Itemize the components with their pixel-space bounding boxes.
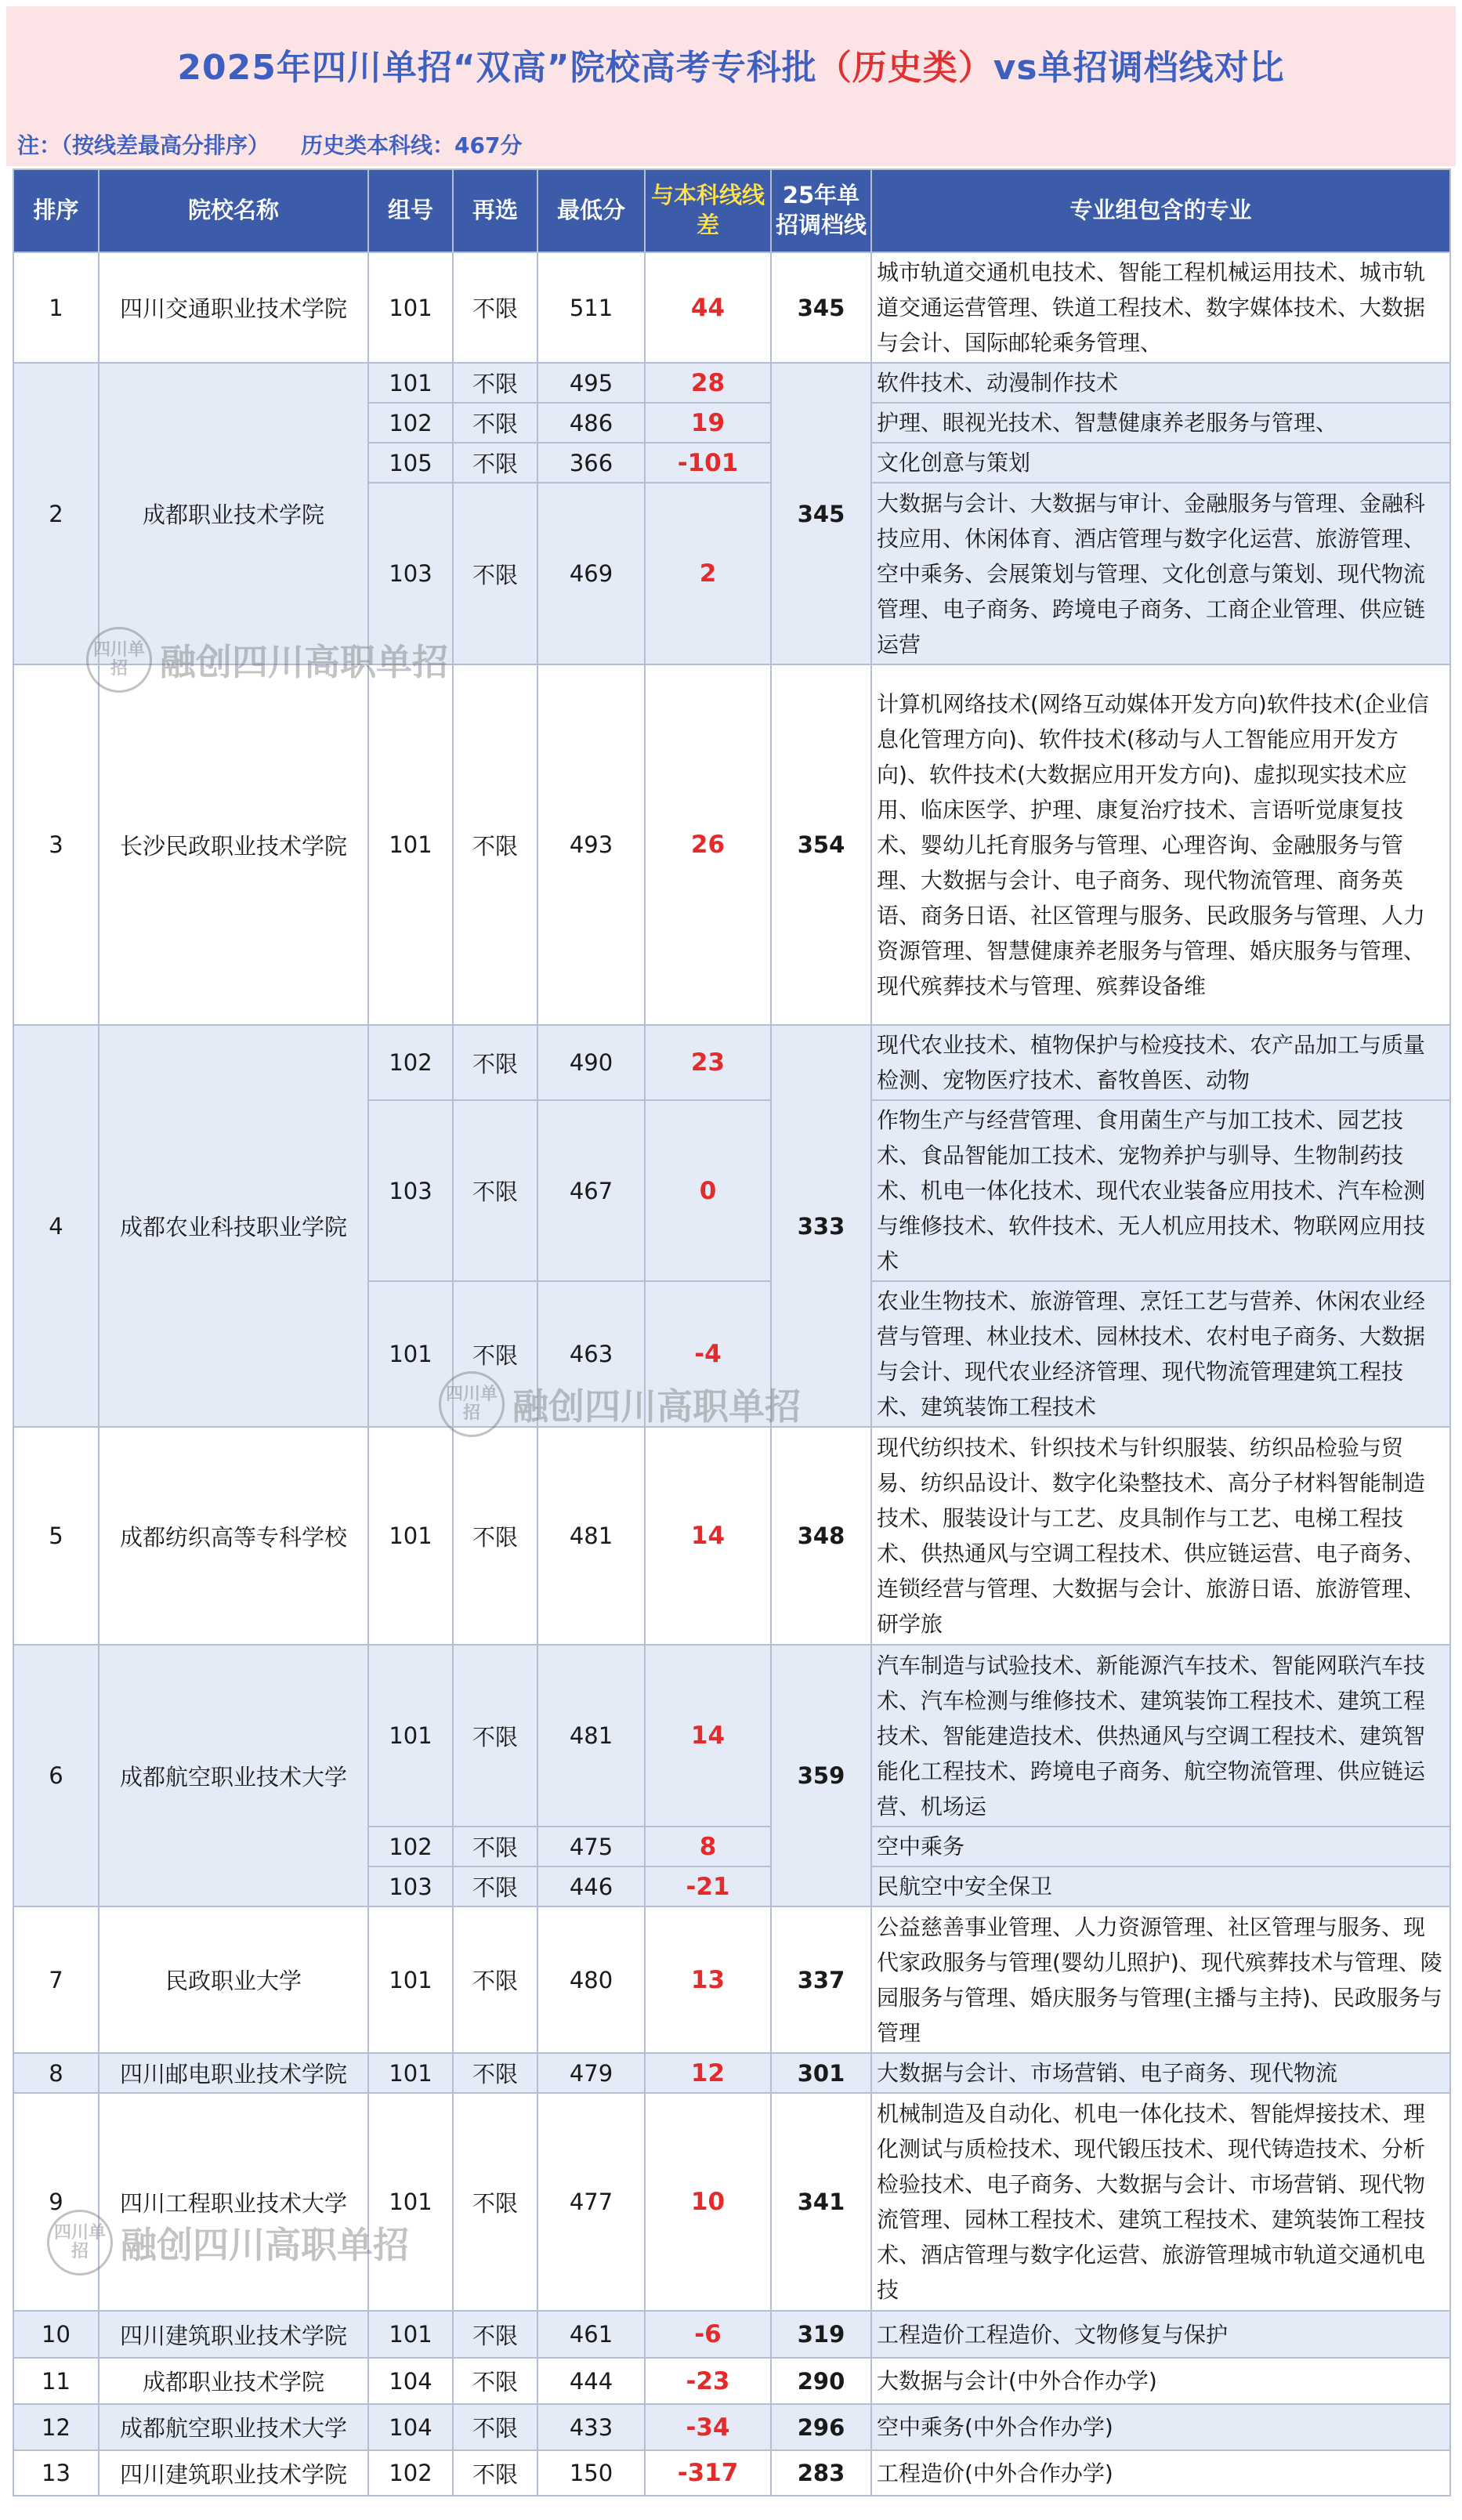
min-score-cell: 433	[537, 2404, 645, 2450]
diff-cell: 2	[645, 483, 771, 664]
note-bar	[6, 122, 1456, 166]
watermark-seal: 四川单招	[439, 1371, 505, 1437]
adjust-cell: 333	[771, 1025, 871, 1427]
reselect-cell: 不限	[453, 443, 537, 483]
min-score-cell: 150	[537, 2450, 645, 2496]
school-cell: 成都职业技术学院	[99, 2358, 368, 2404]
reselect-cell: 不限	[453, 1645, 537, 1827]
rank-cell: 7	[13, 1906, 99, 2053]
diff-cell: 26	[645, 664, 771, 1025]
reselect-cell: 不限	[453, 2450, 537, 2496]
group-cell: 101	[368, 1281, 453, 1427]
min-score-cell: 467	[537, 1100, 645, 1281]
header-min-score: 最低分	[537, 169, 645, 252]
group-cell: 101	[368, 1645, 453, 1827]
min-score-cell: 481	[537, 1427, 645, 1645]
adjust-cell: 345	[771, 252, 871, 363]
table-row	[13, 2093, 1450, 2311]
majors-cell: 机械制造及自动化、机电一体化技术、智能焊接技术、理化测试与质检技术、现代锻压技术、现代铸造技术、分析检验技术、电子商务、大数据与会计、市场营销、现代物流管理、园林工程技术、建筑工程技术、建筑装饰工程技术、酒店管理与数字化运营、旅游管理城市轨道交通机电技	[871, 2093, 1450, 2311]
watermark-seal: 四川单招	[86, 627, 152, 693]
diff-cell: 14	[645, 1427, 771, 1645]
min-score-cell: 461	[537, 2311, 645, 2358]
rank-cell: 10	[13, 2311, 99, 2358]
school-cell: 四川建筑职业技术学院	[99, 2311, 368, 2358]
adjust-cell: 290	[771, 2358, 871, 2404]
group-cell: 101	[368, 1906, 453, 2053]
majors-cell: 工程造价工程造价、文物修复与保护	[871, 2311, 1450, 2358]
group-cell: 102	[368, 2450, 453, 2496]
majors-cell: 空中乘务(中外合作办学)	[871, 2404, 1450, 2450]
title-category: （历史类）	[816, 48, 993, 88]
diff-cell: 13	[645, 1906, 771, 2053]
group-cell: 101	[368, 252, 453, 363]
diff-cell: 12	[645, 2053, 771, 2093]
title-main: 2025年四川单招“双高”院校高考专科批	[177, 48, 817, 88]
majors-cell: 工程造价(中外合作办学)	[871, 2450, 1450, 2496]
min-score-cell: 495	[537, 363, 645, 403]
min-score-cell: 475	[537, 1827, 645, 1866]
school-cell: 四川建筑职业技术学院	[99, 2450, 368, 2496]
diff-cell: 19	[645, 403, 771, 443]
sort-note: 注：（按线差最高分排序）	[17, 132, 270, 158]
group-cell: 102	[368, 1025, 453, 1100]
group-cell: 104	[368, 2358, 453, 2404]
rank-cell: 11	[13, 2358, 99, 2404]
title-banner	[6, 6, 1456, 122]
group-cell: 101	[368, 363, 453, 403]
rank-cell: 12	[13, 2404, 99, 2450]
adjust-cell: 337	[771, 1906, 871, 2053]
reselect-cell: 不限	[453, 2311, 537, 2358]
title-suffix: vs单招调档线对比	[993, 48, 1285, 88]
min-score-cell: 481	[537, 1645, 645, 1827]
school-cell: 成都航空职业技术大学	[99, 2404, 368, 2450]
diff-cell: -23	[645, 2358, 771, 2404]
majors-cell: 汽车制造与试验技术、新能源汽车技术、智能网联汽车技术、汽车检测与维修技术、建筑装饰工程技术、建筑工程技术、智能建造技术、供热通风与空调工程技术、建筑智能化工程技术、跨境电子商务、航空物流管理、供应链运营、机场运	[871, 1645, 1450, 1827]
min-score-cell: 366	[537, 443, 645, 483]
school-cell: 民政职业大学	[99, 1906, 368, 2053]
diff-cell: -21	[645, 1866, 771, 1906]
reselect-cell: 不限	[453, 1866, 537, 1906]
majors-cell: 现代纺织技术、针织技术与针织服装、纺织品检验与贸易、纺织品设计、数字化染整技术、高分子材料智能制造技术、服装设计与工艺、皮具制作与工艺、电梯工程技术、供热通风与空调工程技术、供应链运营、电子商务、连锁经营与管理、大数据与会计、旅游日语、旅游管理、研学旅	[871, 1427, 1450, 1645]
adjust-cell: 341	[771, 2093, 871, 2311]
majors-cell: 软件技术、动漫制作技术	[871, 363, 1450, 403]
reselect-cell: 不限	[453, 363, 537, 403]
reselect-cell: 不限	[453, 1281, 537, 1427]
reselect-cell: 不限	[453, 2053, 537, 2093]
majors-cell: 文化创意与策划	[871, 443, 1450, 483]
reselect-cell: 不限	[453, 2093, 537, 2311]
rank-cell: 9	[13, 2093, 99, 2311]
rank-cell: 1	[13, 252, 99, 363]
table-row	[13, 2358, 1450, 2404]
diff-cell: -6	[645, 2311, 771, 2358]
majors-cell: 空中乘务	[871, 1827, 1450, 1866]
table-row	[13, 2404, 1450, 2450]
table-row	[13, 664, 1450, 1025]
header-group: 组号	[368, 169, 453, 252]
rank-cell: 8	[13, 2053, 99, 2093]
watermark-text: 融创四川高职单招	[160, 641, 448, 683]
min-score-cell: 446	[537, 1866, 645, 1906]
min-score-cell: 490	[537, 1025, 645, 1100]
min-score-cell: 480	[537, 1906, 645, 2053]
reselect-cell: 不限	[453, 1100, 537, 1281]
diff-cell: 23	[645, 1025, 771, 1100]
diff-cell: -4	[645, 1281, 771, 1427]
adjust-cell: 319	[771, 2311, 871, 2358]
group-cell: 103	[368, 1866, 453, 1906]
table-row	[13, 1906, 1450, 2053]
adjust-cell: 301	[771, 2053, 871, 2093]
majors-cell: 大数据与会计、大数据与审计、金融服务与管理、金融科技应用、休闲体育、酒店管理与数字化运营、旅游管理、空中乘务、会展策划与管理、文化创意与策划、现代物流管理、电子商务、跨境电子商务、工商企业管理、供应链运营	[871, 483, 1450, 664]
group-cell: 102	[368, 403, 453, 443]
header-adjust: 25年单招调档线	[771, 169, 871, 252]
diff-cell: 10	[645, 2093, 771, 2311]
header-row	[13, 169, 1450, 252]
reselect-cell: 不限	[453, 1827, 537, 1866]
diff-cell: 44	[645, 252, 771, 363]
majors-cell: 现代农业技术、植物保护与检疫技术、农产品加工与质量检测、宠物医疗技术、畜牧兽医、动物	[871, 1025, 1450, 1100]
majors-cell: 民航空中安全保卫	[871, 1866, 1450, 1906]
group-cell: 101	[368, 2093, 453, 2311]
school-cell: 成都农业科技职业学院	[99, 1025, 368, 1427]
watermark-text: 融创四川高职单招	[512, 1385, 801, 1428]
min-score-cell: 469	[537, 483, 645, 664]
watermark-text: 融创四川高职单招	[121, 2224, 409, 2266]
min-score-cell: 486	[537, 403, 645, 443]
diff-cell: -101	[645, 443, 771, 483]
majors-cell: 作物生产与经营管理、食用菌生产与加工技术、园艺技术、食品智能加工技术、宠物养护与驯导、生物制药技术、机电一体化技术、现代农业装备应用技术、汽车检测与维修技术、软件技术、无人机应用技术、物联网应用技术	[871, 1100, 1450, 1281]
adjust-cell: 354	[771, 664, 871, 1025]
header-school: 院校名称	[99, 169, 368, 252]
reselect-cell: 不限	[453, 664, 537, 1025]
group-cell: 101	[368, 2311, 453, 2358]
rank-cell: 5	[13, 1427, 99, 1645]
table-row	[13, 252, 1450, 363]
header-diff: 与本科线线差	[645, 169, 771, 252]
group-cell: 101	[368, 1427, 453, 1645]
min-score-cell: 479	[537, 2053, 645, 2093]
table-row	[13, 2053, 1450, 2093]
group-cell: 105	[368, 443, 453, 483]
school-cell: 成都航空职业技术大学	[99, 1645, 368, 1906]
adjust-cell: 296	[771, 2404, 871, 2450]
diff-cell: 8	[645, 1827, 771, 1866]
rank-cell: 13	[13, 2450, 99, 2496]
majors-cell: 公益慈善事业管理、人力资源管理、社区管理与服务、现代家政服务与管理(婴幼儿照护)、现代殡葬技术与管理、陵园服务与管理、婚庆服务与管理(主播与主持)、民政服务与管理	[871, 1906, 1450, 2053]
reselect-cell: 不限	[453, 1427, 537, 1645]
diff-cell: 28	[645, 363, 771, 403]
adjust-cell: 345	[771, 363, 871, 664]
header-reselect: 再选	[453, 169, 537, 252]
reselect-cell: 不限	[453, 2404, 537, 2450]
adjust-cell: 348	[771, 1427, 871, 1645]
majors-cell: 大数据与会计(中外合作办学)	[871, 2358, 1450, 2404]
diff-cell: 14	[645, 1645, 771, 1827]
rank-cell: 3	[13, 664, 99, 1025]
table-row	[13, 1427, 1450, 1645]
header-majors: 专业组包含的专业	[871, 169, 1450, 252]
majors-cell: 护理、眼视光技术、智慧健康养老服务与管理、	[871, 403, 1450, 443]
school-cell: 成都职业技术学院	[99, 363, 368, 664]
majors-cell: 计算机网络技术(网络互动媒体开发方向)软件技术(企业信息化管理方向)、软件技术(移动与人工智能应用开发方向)、软件技术(大数据应用开发方向)、虚拟现实技术应用、临床医学、护理、康复治疗技术、言语听觉康复技术、婴幼儿托育服务与管理、心理咨询、金融服务与管理、大数据与会计、电子商务、现代物流管理、商务英语、商务日语、社区管理与服务、民政服务与管理、人力资源管理、智慧健康养老服务与管理、婚庆服务与管理、现代殡葬技术与管理、殡葬设备维	[871, 664, 1450, 1025]
min-score-cell: 477	[537, 2093, 645, 2311]
group-cell: 101	[368, 2053, 453, 2093]
min-score-cell: 444	[537, 2358, 645, 2404]
table-row	[13, 2311, 1450, 2358]
rank-cell: 6	[13, 1645, 99, 1906]
table-row	[13, 1645, 1450, 1827]
reselect-cell: 不限	[453, 1906, 537, 2053]
min-score-cell: 463	[537, 1281, 645, 1427]
header-rank: 排序	[13, 169, 99, 252]
majors-cell: 农业生物技术、旅游管理、烹饪工艺与营养、休闲农业经营与管理、林业技术、园林技术、农村电子商务、大数据与会计、现代农业经济管理、现代物流管理建筑工程技术、建筑装饰工程技术	[871, 1281, 1450, 1427]
reselect-cell: 不限	[453, 2358, 537, 2404]
diff-cell: -317	[645, 2450, 771, 2496]
school-cell: 四川工程职业技术大学	[99, 2093, 368, 2311]
rank-cell: 2	[13, 363, 99, 664]
group-cell: 104	[368, 2404, 453, 2450]
school-cell: 长沙民政职业技术学院	[99, 664, 368, 1025]
group-cell: 103	[368, 1100, 453, 1281]
majors-cell: 大数据与会计、市场营销、电子商务、现代物流	[871, 2053, 1450, 2093]
school-cell: 四川交通职业技术学院	[99, 252, 368, 363]
reselect-cell: 不限	[453, 483, 537, 664]
group-cell: 101	[368, 664, 453, 1025]
table-row	[13, 363, 1450, 403]
table-row	[13, 2450, 1450, 2496]
group-cell: 102	[368, 1827, 453, 1866]
watermark-seal: 四川单招	[47, 2210, 113, 2276]
rank-cell: 4	[13, 1025, 99, 1427]
reselect-cell: 不限	[453, 1025, 537, 1100]
adjust-cell: 359	[771, 1645, 871, 1906]
page-title	[177, 39, 1284, 89]
school-cell: 四川邮电职业技术学院	[99, 2053, 368, 2093]
diff-cell: 0	[645, 1100, 771, 1281]
adjust-cell: 283	[771, 2450, 871, 2496]
reselect-cell: 不限	[453, 403, 537, 443]
diff-cell: -34	[645, 2404, 771, 2450]
min-score-cell: 511	[537, 252, 645, 363]
score-table	[13, 168, 1451, 2496]
majors-cell: 城市轨道交通机电技术、智能工程机械运用技术、城市轨道交通运营管理、铁道工程技术、数字媒体技术、大数据与会计、国际邮轮乘务管理、	[871, 252, 1450, 363]
baseline-note: 历史类本科线：467分	[301, 132, 523, 158]
group-cell: 103	[368, 483, 453, 664]
table-row	[13, 1025, 1450, 1100]
min-score-cell: 493	[537, 664, 645, 1025]
school-cell: 成都纺织高等专科学校	[99, 1427, 368, 1645]
reselect-cell: 不限	[453, 252, 537, 363]
